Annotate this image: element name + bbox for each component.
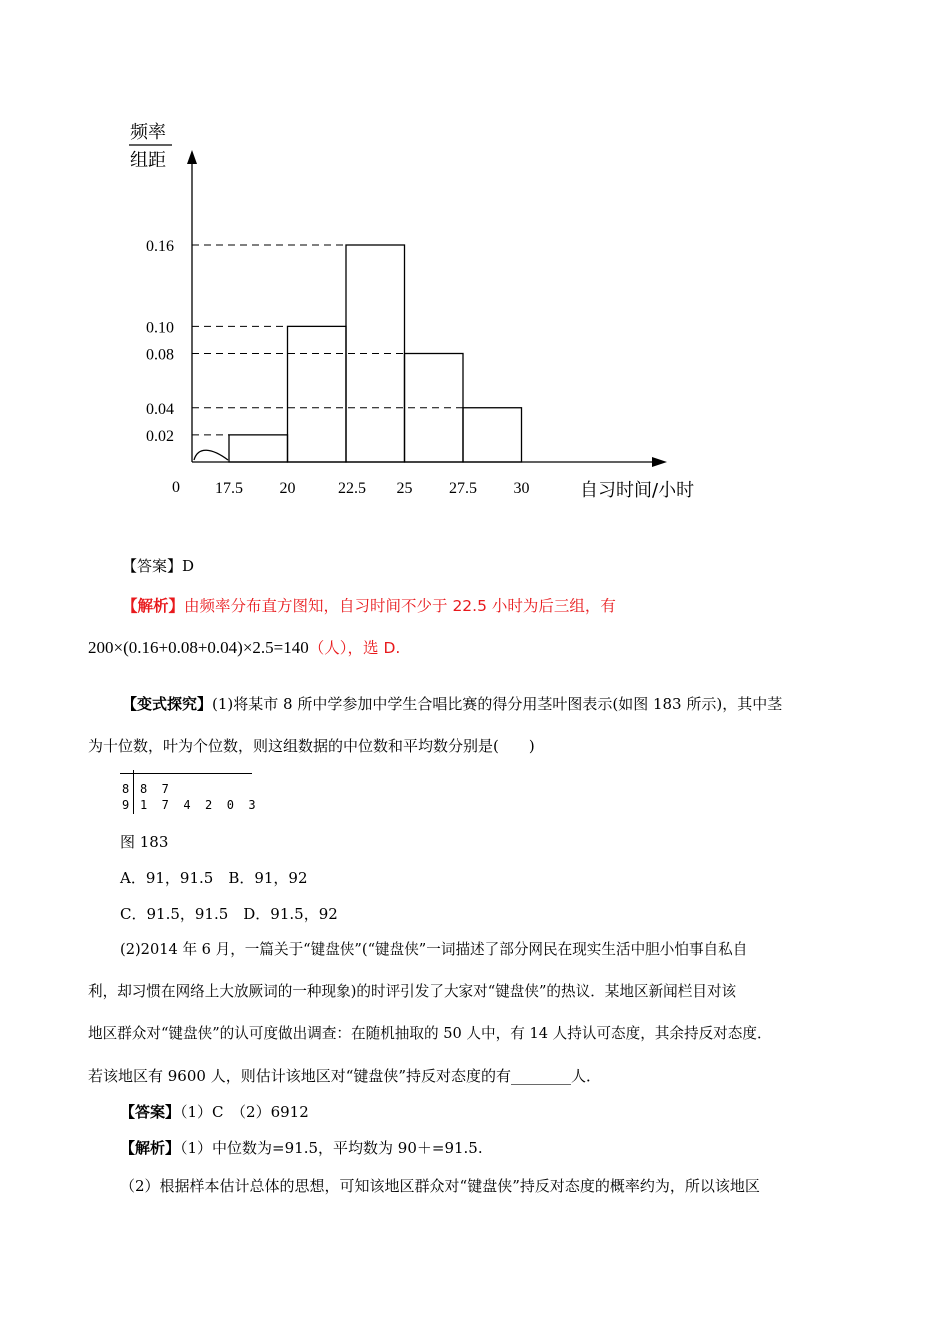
y-axis-arrow bbox=[187, 150, 197, 164]
x-tick-label: 30 bbox=[513, 480, 530, 497]
x-axis-label: 自习时间/小时 bbox=[580, 480, 695, 501]
guide-lines bbox=[192, 245, 463, 435]
answer2-label: 【答案】 bbox=[120, 1103, 181, 1121]
answer2-value: （1）C （2）6912 bbox=[180, 1103, 309, 1121]
stem-row-9 bbox=[122, 798, 256, 812]
y-label-numerator: 频率 bbox=[130, 122, 166, 143]
histogram-bar bbox=[229, 435, 288, 462]
x-tick-labels bbox=[215, 480, 530, 497]
answer1-line bbox=[122, 556, 194, 576]
x-tick-label: 27.5 bbox=[449, 480, 477, 497]
analysis2-line1 bbox=[120, 1138, 483, 1158]
analysis1-text: 由频率分布直方图知，自习时间不少于 22.5 小时为后三组，有 bbox=[184, 597, 616, 615]
variant-q1-line2: 为十位数，叶为个位数，则这组数据的中位数和平均数分别是( ) bbox=[88, 737, 535, 755]
analysis2-label: 【解析】 bbox=[120, 1139, 181, 1157]
options-line2: C．91.5，91.5 D．91.5，92 bbox=[120, 905, 338, 923]
answer1-value: D bbox=[182, 557, 195, 575]
variant-label: 【变式探究】 bbox=[122, 695, 213, 713]
histogram-bar bbox=[463, 408, 522, 462]
leaf-values: 8 7 bbox=[140, 782, 169, 796]
variant-q2-line4: 若该地区有 9600 人，则估计该地区对“键盘侠”持反对态度的有________人． bbox=[88, 1067, 602, 1085]
answer1-label: 【答案】 bbox=[122, 557, 183, 575]
y-tick-label: 0.16 bbox=[146, 238, 174, 255]
analysis1-formula-line bbox=[88, 636, 400, 658]
variant-q2-line3: 地区群众对“键盘侠”的认可度做出调查：在随机抽取的 50 人中，有 14 人持认可态度，其余持反对态度． bbox=[88, 1025, 772, 1042]
leaf-values: 1 7 4 2 0 3 bbox=[140, 798, 256, 812]
analysis1-line bbox=[122, 594, 616, 616]
stem-leaf-divider bbox=[133, 770, 134, 814]
x-tick-label: 20 bbox=[279, 480, 296, 497]
y-label-denominator: 组距 bbox=[130, 150, 166, 171]
y-tick-label: 0.08 bbox=[146, 346, 174, 364]
variant-q1-line1 bbox=[122, 694, 782, 714]
x-tick-label: 25 bbox=[396, 480, 413, 497]
y-tick-label: 0.02 bbox=[146, 427, 174, 445]
x-tick-label: 17.5 bbox=[215, 480, 243, 497]
analysis2-line2: （2）根据样本估计总体的思想，可知该地区群众对“键盘侠”持反对态度的概率约为，所以该地区 bbox=[120, 1177, 760, 1195]
y-tick-label: 0.04 bbox=[146, 400, 174, 418]
figure-caption: 图 183 bbox=[120, 833, 169, 851]
options-line1: A．91，91.5 B．91，92 bbox=[120, 869, 308, 887]
answer2-line bbox=[120, 1102, 309, 1122]
stem-value: 8 bbox=[122, 782, 130, 796]
x-tick-label: 22.5 bbox=[338, 480, 366, 497]
stem-leaf-top-rule bbox=[120, 773, 252, 774]
histogram-bar bbox=[288, 326, 347, 462]
x-axis-arrow bbox=[652, 457, 667, 467]
axis-break-mark bbox=[194, 450, 228, 460]
analysis1-tail: （人），选 D. bbox=[308, 639, 401, 657]
stem-value: 9 bbox=[122, 798, 130, 812]
variant-q1-text1: (1)将某市 8 所中学参加中学生合唱比赛的得分用茎叶图表示(如图 183 所示)，其中茎 bbox=[212, 695, 783, 713]
analysis2-text1: （1）中位数为=91.5，平均数为 90＋=91.5. bbox=[180, 1139, 483, 1157]
analysis1-formula: 200×(0.16+0.08+0.04)×2.5=140 bbox=[88, 638, 309, 657]
stem-row-8 bbox=[122, 782, 169, 796]
analysis1-label: 【解析】 bbox=[122, 597, 185, 615]
origin-label: 0 bbox=[172, 479, 180, 496]
variant-q2-line2: 利，却习惯在网络上大放厥词的一种现象)的时评引发了大家对“键盘侠”的热议．某地区新闻栏目对该 bbox=[88, 983, 737, 1000]
variant-q2-line1: (2)2014 年 6 月，一篇关于“键盘侠”(“键盘侠”一词描述了部分网民在现实生活中胆小怕事自私自 bbox=[120, 941, 748, 958]
y-tick-label: 0.10 bbox=[146, 319, 174, 337]
frequency-histogram bbox=[0, 0, 950, 540]
stem-leaf-plot bbox=[120, 770, 254, 816]
y-tick-labels bbox=[146, 238, 174, 445]
